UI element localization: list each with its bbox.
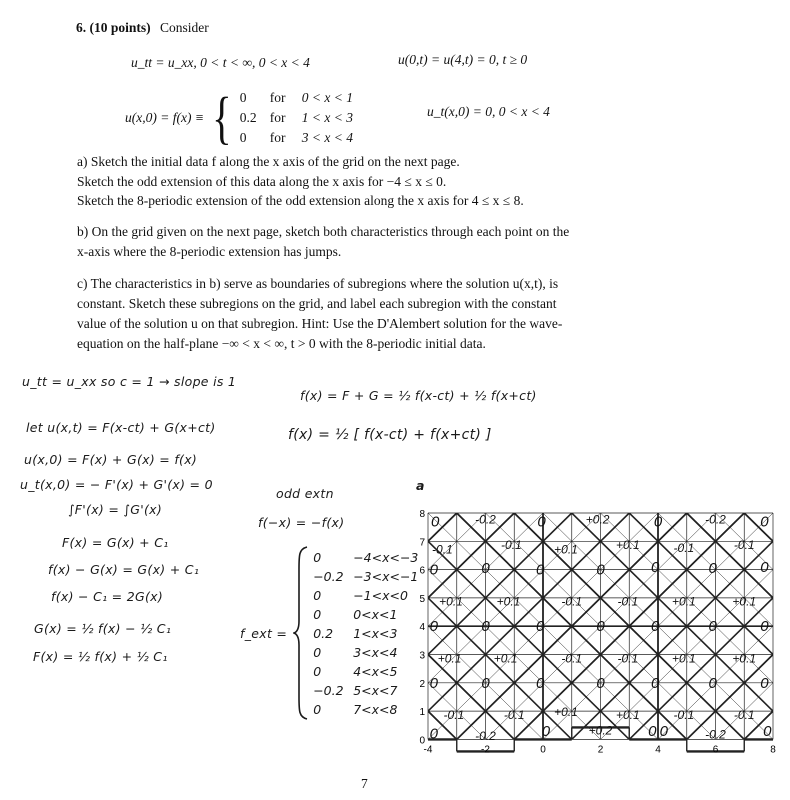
region-label: -0.1	[673, 540, 695, 555]
case-value: 0.2	[313, 625, 334, 641]
region-label: -0.1	[501, 538, 522, 553]
y-tick-label: 0	[419, 735, 425, 747]
hw-line: f(x) − G(x) = G(x) + C₁	[48, 562, 200, 577]
region-label: 0	[596, 561, 605, 579]
region-label: +0.2	[585, 512, 610, 527]
case-value: 0.2	[239, 110, 257, 125]
region-label: +0.1	[439, 594, 463, 609]
case-value: 0	[313, 549, 322, 565]
case-value: −0.2	[313, 568, 344, 584]
region-label: -0.1	[561, 594, 583, 609]
region-label: 0	[648, 722, 657, 740]
region-label: +0.1	[732, 594, 757, 609]
region-label: +0.1	[615, 538, 640, 553]
region-label: 0	[537, 513, 546, 531]
case-value: 0	[313, 701, 322, 717]
hw-line: f(x) − C₁ = 2G(x)	[51, 589, 164, 604]
case-range: −4<x<−3	[353, 549, 419, 565]
x-tick-label: 4	[655, 744, 661, 756]
y-tick-label: 1	[419, 707, 425, 719]
ic-lhs: u(x,0) = f(x) ≡	[125, 110, 204, 125]
case-range: 3<x<4	[353, 644, 398, 660]
diagonal-line	[773, 513, 790, 739]
case-range: 0 < x < 1	[301, 90, 353, 105]
y-tick-label: 2	[419, 678, 425, 690]
region-label: 0	[650, 674, 660, 692]
region-label: 0	[535, 561, 545, 579]
part-a	[77, 152, 524, 211]
region-label: -0.1	[617, 594, 639, 609]
problem-header	[76, 20, 209, 36]
case-range: −3<x<−1	[353, 568, 419, 584]
region-label: 0	[659, 722, 668, 740]
case-range: 5<x<7	[353, 682, 398, 698]
hw-line: F(x) = G(x) + C₁	[62, 535, 169, 550]
case-value: 0	[313, 663, 322, 679]
x-tick-label: -2	[481, 744, 490, 756]
region-label: +0.1	[554, 542, 578, 557]
region-label: 0	[429, 561, 438, 579]
region-label: 0	[596, 618, 605, 636]
page-number: 7	[361, 776, 368, 791]
region-label: 0	[760, 618, 769, 636]
region-label: -0.1	[443, 707, 465, 722]
boundary-condition: u(0,t) = u(4,t) = 0, t ≥ 0	[398, 52, 528, 67]
case-value: 0	[239, 90, 247, 105]
hw-line: u(x,0) = F(x) + G(x) = f(x)	[24, 452, 198, 467]
case-range: 3 < x < 4	[301, 130, 353, 145]
region-label: 0	[481, 618, 490, 636]
scribble: a	[416, 478, 425, 493]
ext-label: f_ext =	[240, 625, 288, 641]
y-tick-label: 6	[419, 565, 425, 577]
region-label: 0	[429, 618, 438, 636]
region-label: +0.1	[496, 594, 521, 609]
region-label: -0.1	[733, 538, 755, 553]
region-label: -0.1	[503, 707, 525, 722]
region-label: +0.1	[493, 651, 518, 666]
region-label: 0	[708, 674, 717, 692]
y-tick-label: 5	[419, 593, 425, 605]
brace: {	[212, 85, 232, 150]
part-a-line: a) Sketch the initial data f along the x axis of the grid on the next page.	[77, 154, 460, 169]
odd-extension-label: odd extn	[276, 486, 334, 501]
region-label: 0	[535, 618, 545, 636]
region-label: +0.1	[672, 651, 696, 666]
region-label: -0.1	[432, 542, 453, 557]
part-c-line: value of the solution u on that subregion. Hint: Use the D'Alembert solution for the wave-	[77, 316, 563, 331]
problem-intro: Consider	[160, 20, 209, 35]
region-label: +0.1	[615, 707, 640, 722]
x-tick-label: -4	[423, 744, 433, 756]
region-label: 0	[481, 560, 490, 578]
case-value: −0.2	[313, 682, 344, 698]
region-label: 0	[481, 674, 490, 692]
y-tick-label: 4	[419, 622, 425, 634]
case-value: 0	[313, 606, 322, 622]
case-value: 0	[239, 130, 247, 145]
region-label: -0.1	[561, 651, 583, 666]
region-label: 0	[653, 513, 663, 531]
region-label: 0	[760, 558, 769, 576]
region-label: -0.1	[617, 651, 639, 666]
part-c	[77, 274, 562, 354]
region-label: +0.1	[437, 651, 462, 666]
region-label: 0	[708, 618, 717, 636]
region-label: -0.1	[673, 707, 695, 722]
case-range: 4<x<5	[353, 663, 398, 679]
region-label: 0	[431, 513, 440, 531]
region-label: 0	[650, 558, 660, 576]
region-label: -0.1	[733, 707, 755, 722]
region-label: 0	[760, 513, 769, 531]
y-tick-label: 7	[419, 537, 425, 549]
part-c-line: constant. Sketch these subregions on the grid, and label each subregion with the constant	[77, 296, 557, 311]
part-b	[77, 222, 569, 262]
hw-line: F(x) = ½ f(x) + ½ C₁	[33, 649, 168, 664]
part-c-line: c) The characteristics in b) serve as boundaries of subregions where the solution u(x,t), is	[77, 276, 559, 291]
region-label: -0.2	[705, 512, 726, 527]
region-label: 0	[650, 618, 660, 636]
case-word: for	[269, 130, 286, 145]
region-label: +0.1	[554, 705, 578, 720]
ic-cases	[240, 88, 353, 148]
region-label: 0	[429, 674, 438, 692]
case-value: 0	[313, 644, 322, 660]
region-label: -0.2	[475, 729, 496, 744]
part-a-line: Sketch the 8-periodic extension of the odd extension along the x axis for 4 ≤ x ≤ 8.	[77, 193, 524, 208]
extension-cases	[240, 545, 418, 721]
initial-velocity: u_t(x,0) = 0, 0 < x < 4	[427, 104, 550, 119]
hw-line: f(x) = F + G = ½ f(x-ct) + ½ f(x+ct)	[300, 388, 537, 403]
region-label: 0	[708, 560, 717, 578]
diagonal-line	[773, 513, 790, 739]
part-a-line: Sketch the odd extension of this data along the x axis for −4 ≤ x ≤ 0.	[77, 173, 447, 189]
y-tick-label: 3	[419, 650, 425, 662]
x-tick-label: 0	[540, 744, 546, 756]
region-label: 0	[763, 722, 772, 740]
problem-number: 6. (10 points)	[76, 20, 151, 35]
part-b-line: x-axis where the 8-periodic extension has jumps.	[77, 244, 342, 259]
case-range: −1<x<0	[353, 587, 408, 603]
x-tick-label: 2	[597, 744, 604, 756]
region-label: 0	[596, 674, 605, 692]
case-range: 1<x<3	[353, 625, 398, 641]
brace	[293, 545, 309, 721]
case-value: 0	[313, 587, 322, 603]
region-label: 0	[535, 674, 545, 692]
odd-rule: f(−x) = −f(x)	[258, 515, 345, 530]
x-tick-label: 6	[712, 744, 719, 756]
pde-equation: u_tt = u_xx, 0 < t < ∞, 0 < x < 4	[131, 55, 310, 70]
part-b-line: b) On the grid given on the next page, sketch both characteristics through each point on the	[77, 224, 570, 239]
initial-condition	[125, 85, 353, 150]
y-tick-label: 8	[419, 509, 425, 520]
x-tick-label: 8	[770, 744, 776, 756]
hw-line: u_t(x,0) = − F'(x) + G'(x) = 0	[20, 477, 213, 492]
region-label: 0	[429, 725, 438, 743]
region-label: -0.2	[475, 512, 496, 527]
hw-line: u_tt = u_xx so c = 1 → slope is 1	[22, 374, 237, 389]
case-range: 7<x<8	[353, 701, 398, 717]
region-label: +0.1	[672, 594, 696, 609]
region-label: -0.2	[705, 727, 726, 742]
hw-line: ∫F'(x) = ∫G'(x)	[68, 502, 162, 517]
region-label: 0	[760, 674, 769, 692]
case-word: for	[269, 90, 286, 105]
case-range: 0<x<1	[353, 606, 398, 622]
region-label: +0.1	[732, 651, 757, 666]
ext-case-list	[313, 548, 418, 719]
case-word: for	[269, 110, 286, 125]
hw-line: f(x) = ½ [ f(x-ct) + f(x+ct) ]	[288, 427, 492, 443]
hw-line: let u(x,t) = F(x-ct) + G(x+ct)	[26, 420, 216, 435]
part-c-line: equation on the half-plane −∞ < x < ∞, t > 0 with the 8-periodic initial data.	[77, 336, 486, 351]
hw-line: G(x) = ½ f(x) − ½ C₁	[34, 621, 172, 636]
region-label: 0	[541, 722, 551, 740]
case-range: 1 < x < 3	[301, 110, 353, 125]
region-label: +0.2	[588, 723, 613, 738]
characteristics-grid	[410, 503, 790, 765]
